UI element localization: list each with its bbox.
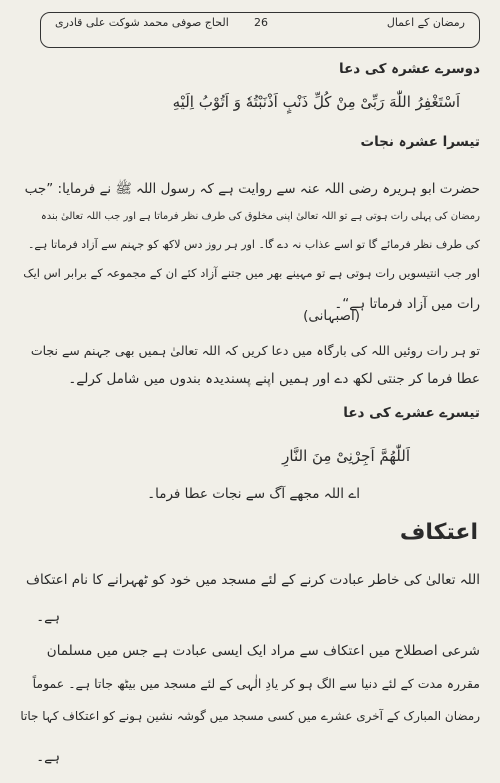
section3-translation: اے اللہ مجھے آگ سے نجات عطا فرما۔ [147, 486, 360, 502]
reference: (اصبہانی) [303, 308, 360, 324]
section2-dua: اَسْتَغْفِرُ اللّٰهَ رَبِّیْ مِنْ کُلِّ ذَنْبٍ اَذْنَبْتُهٗ وَ اَتُوْبُ اِلَیْهِ [172, 93, 460, 111]
paragraph-line: اللہ تعالیٰ کی خاطر عبادت کرنے کے لئے مسجد میں خود کو ٹھہرانے کا نام اعتکاف [26, 572, 480, 588]
paragraph-line: رمضان کی پہلی رات ہوتی ہے تو اللہ تعالیٰ اپنی مخلوق کی طرف نظر فرماتا ہے اور جب اللہ تعالیٰ بندہ [40, 211, 480, 222]
book-title: رمضان کے اعمال [386, 16, 465, 29]
itikaf-heading: اعتکاف [399, 520, 478, 545]
paragraph-line: ہے۔ [36, 609, 60, 625]
page-number: 26 [254, 16, 268, 29]
section3-heading: تیسرا عشرہ نجات [360, 134, 480, 150]
paragraph-line: شرعی اصطلاح میں اعتکاف سے مراد ایک ایسی عبادت ہے جس میں مسلمان [46, 643, 480, 659]
paragraph-line: اور جب انتیسویں رات ہوتی ہے تو مہینے بھر میں جتنے آزاد کئے ان کے مجموعہ کے برابر اس ایک [23, 266, 480, 280]
paragraph-line: رمضان المبارک کے آخری عشرے میں کسی مسجد میں گوشہ نشین ہونے کو اعتکاف کہا جاتا [20, 709, 480, 723]
page-header [40, 12, 480, 48]
paragraph-line: تو ہر رات روئیں اللہ کی بارگاہ میں دعا کریں کہ اللہ تعالیٰ ہمیں بھی جہنم سے نجات [30, 343, 480, 358]
paragraph-line: مقررہ مدت کے لئے دنیا سے الگ ہو کر یادِ الٰہی کے لئے مسجد میں بیٹھ جاتا ہے۔ عموماً [32, 676, 480, 691]
paragraph-line: رات میں آزاد فرماتا ہے“۔ [334, 296, 480, 312]
paragraph-line: عطا فرما کر جنتی لکھ دے اور ہمیں اپنے پسندیدہ بندوں میں شامل کرلے۔ [68, 371, 480, 387]
author-name: الحاج صوفی محمد شوکت علی قادری [55, 16, 229, 29]
paragraph-line: کی طرف نظر فرمائے گا تو اسے عذاب نہ دے گا۔ اور ہر روز دس لاکھ کو جہنم سے آزاد فرماتا ہے۔ [27, 238, 480, 251]
paragraph-line: ہے۔ [36, 749, 60, 765]
section3-dua-heading: تیسرے عشرے کی دعا [343, 405, 480, 421]
section3-dua: اَللّٰهُمَّ اَجِرْنِیْ مِنَ النَّارِ [282, 447, 410, 465]
paragraph-line: حضرت ابو ہریرہ رضی اللہ عنہ سے روایت ہے کہ رسول اللہ ﷺ نے فرمایا: ”جب [24, 181, 480, 197]
section2-heading: دوسرے عشرہ کی دعا [339, 61, 480, 77]
